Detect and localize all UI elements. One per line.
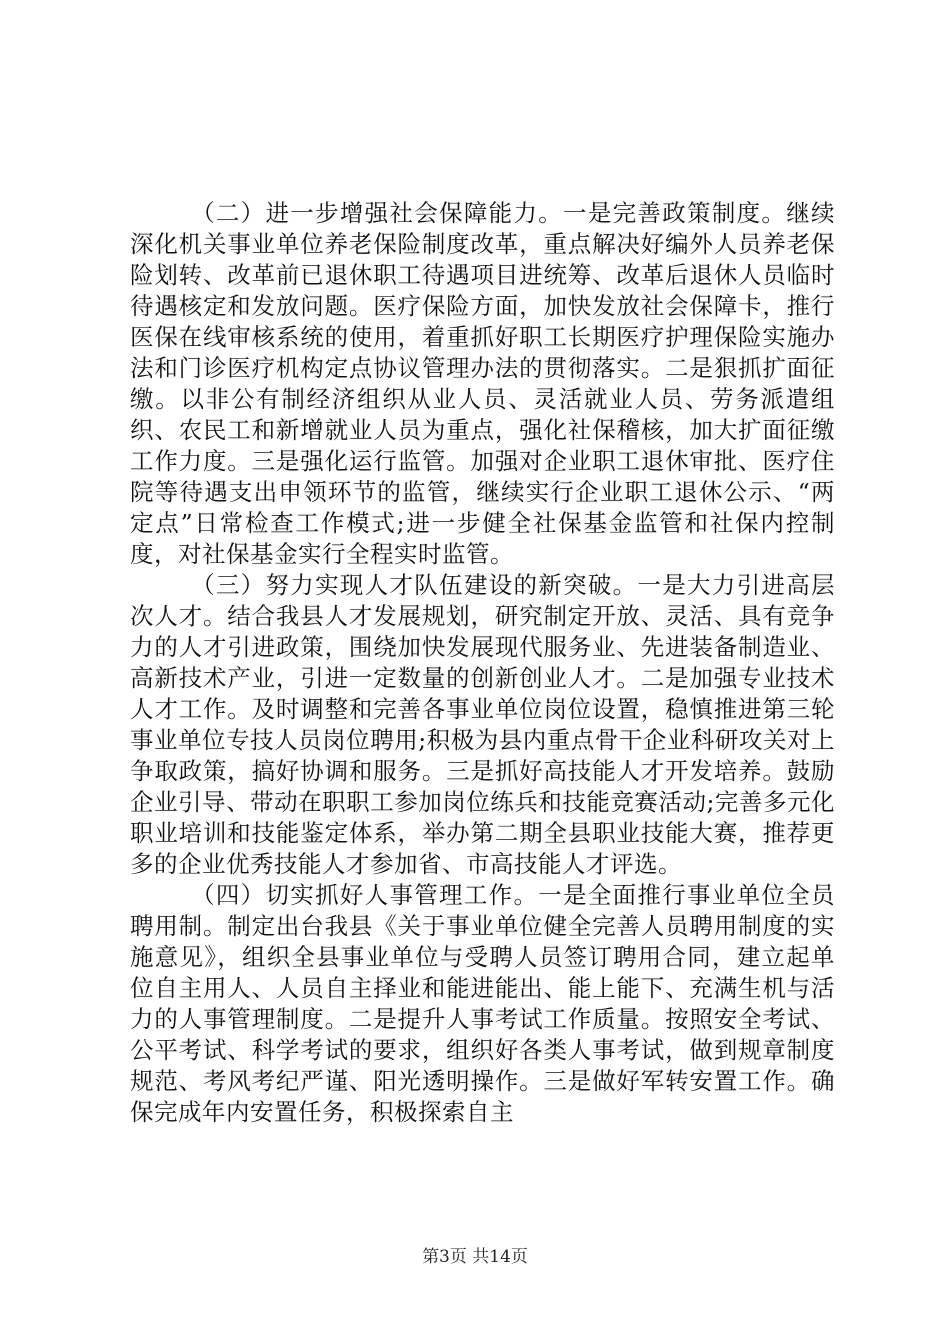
document-body [130,198,835,1128]
paragraph-talent-team: （三）努力实现人才队伍建设的新突破。一是大力引进高层次人才。结合我县人才发展规划，研究制定开放、灵活、具有竞争力的人才引进政策，围绕加快发展现代服务业、先进装备制造业、高新技术产业，引进一定数量的创新创业人才。二是加强专业技术人才工作。及时调整和完善各事业单位岗位设置，稳慎推进第三轮事业单位专技人员岗位聘用;积极为县内重点骨干企业科研攻关对上争取政策，搞好协调和服务。三是抓好高技能人才开发培养。鼓励企业引导、带动在职职工参加岗位练兵和技能竞赛活动;完善多元化职业培训和技能鉴定体系，举办第二期全县职业技能大赛，推荐更多的企业优秀技能人才参加省、市高技能人才评选。 [130,571,835,878]
paragraph-social-security: （二）进一步增强社会保障能力。一是完善政策制度。继续深化机关事业单位养老保险制度改革，重点解决好编外人员养老保险划转、改革前已退休职工待遇项目进统筹、改革后退休人员临时待遇核定和发放问题。医疗保险方面，加快发放社会保障卡，推行医保在线审核系统的使用，着重抓好职工长期医疗护理保险实施办法和门诊医疗机构定点协议管理办法的贯彻落实。二是狠抓扩面征缴。以非公有制经济组织从业人员、灵活就业人员、劳务派遣组织、农民工和新增就业人员为重点，强化社保稽核，加大扩面征缴工作力度。三是强化运行监管。加强对企业职工退休审批、医疗住院等待遇支出申领环节的监管，继续实行企业职工退休公示、“两定点”日常检查工作模式;进一步健全社保基金监管和社保内控制度，对社保基金实行全程实时监管。 [130,199,835,568]
paragraph-personnel-management: （四）切实抓好人事管理工作。一是全面推行事业单位全员聘用制。制定出台我县《关于事业单位健全完善人员聘用制度的实施意见》，组织全县事业单位与受聘人员签订聘用合同，建立起单位自主用人、人员自主择业和能进能出、能上能下、充满生机与活力的人事管理制度。二是提升人事考试工作质量。按照安全考试、公平考试、科学考试的要求，组织好各类人事考试，做到规章制度规范、考风考纪严谨、阳光透明操作。三是做好军转安置工作。确保完成年内安置任务，积极探索自主 [130,881,835,1126]
page-number-footer: 第3页 共14页 [422,1247,528,1267]
